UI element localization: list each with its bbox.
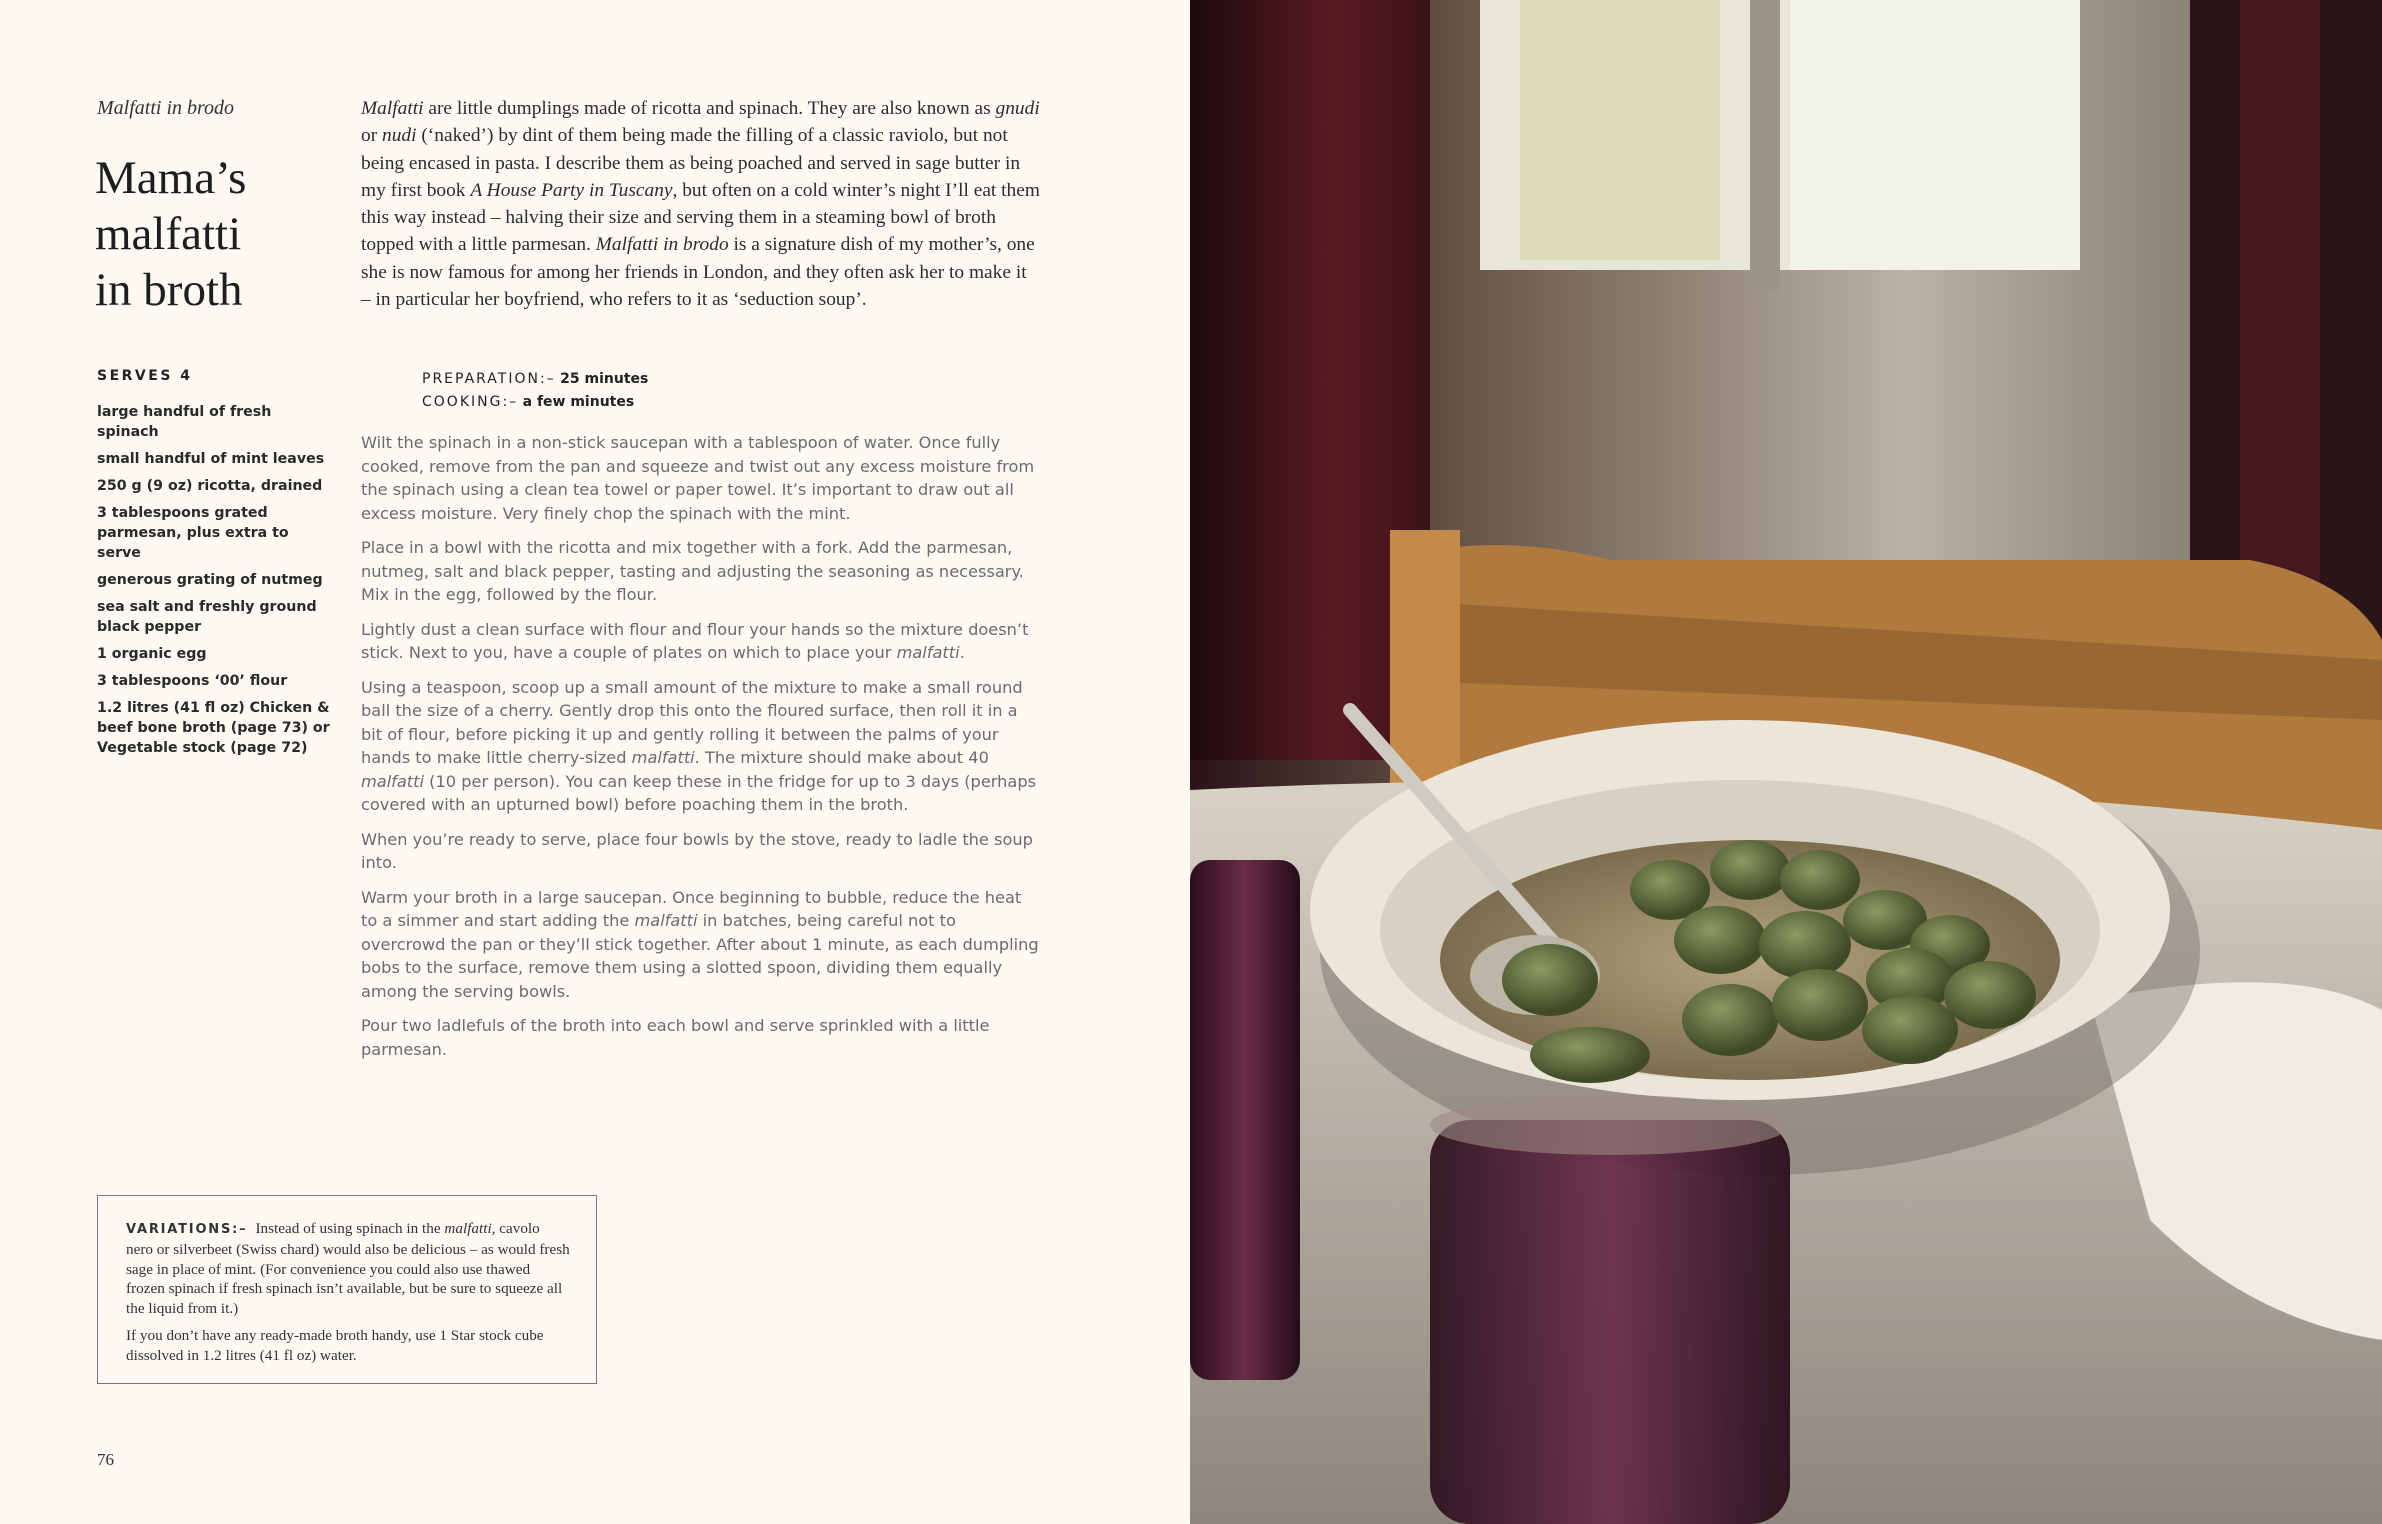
cooking-label: COOKING:– <box>422 394 519 410</box>
ingredient-item: generous grating of nutmeg <box>97 572 323 588</box>
method-step <box>361 1014 1041 1061</box>
text-run: Instead of using spinach in the <box>255 1220 445 1237</box>
variations-paragraph <box>126 1219 570 1319</box>
italic-text: nudi <box>382 125 417 147</box>
recipe-intro <box>361 95 1041 313</box>
ingredient-item: sea salt and freshly ground black pepper <box>97 599 317 635</box>
method-step <box>361 676 1041 817</box>
variations-box <box>97 1195 597 1384</box>
italic-text: malfatti <box>444 1220 492 1237</box>
food-photo-illustration <box>1190 0 2382 1524</box>
method-step <box>361 886 1041 1004</box>
title-line: malfatti <box>95 208 242 260</box>
method-step <box>361 618 1041 665</box>
ingredient-item: small handful of mint leaves <box>97 451 325 467</box>
food-photo <box>1190 0 2382 1524</box>
method-step <box>361 431 1041 525</box>
preparation-time <box>422 368 648 391</box>
variations-paragraph <box>126 1326 570 1366</box>
italic-text: Malfatti in brodo <box>595 234 729 256</box>
text-run: . <box>959 643 965 662</box>
recipe-kicker: Malfatti in brodo <box>97 97 235 119</box>
cooking-time <box>422 391 648 414</box>
italic-text: A House Party in Tuscany <box>470 179 673 201</box>
text-run: Using a teaspoon, scoop up a small amount of the mixture to make a small round ball the size of a cherry. Gently drop this onto the floured surface, then roll it in a bit of flour, before picking it up and gently rolling it between the palms of your hands to make little cherry-sized <box>361 677 1023 767</box>
method-step <box>361 828 1041 875</box>
text-run: Pour two ladlefuls of the broth into each bowl and serve sprinkled with a little parmesan. <box>361 1016 990 1059</box>
text-run: , cavolo nero or silverbeet (Swiss chard) would also be delicious – as would fresh sage in place of mint. (For convenience you could also use thawed frozen spinach if fresh spinach isn’t available, but be sure to squeeze all the liquid from it.) <box>126 1220 570 1318</box>
text-run: (‘naked’) by dint of them being made the filling of a classic raviolo, but not being encased in pasta. I describe them as being poached and served in sage butter in my first book <box>361 125 1021 201</box>
text-run: is a signature dish of my mother’s, one she is now famous for among her friends in London, and they often ask her to make it – in particular her boyfriend, who refers to it as ‘seduction soup’. <box>361 234 1035 311</box>
ingredient-item: 250 g (9 oz) ricotta, drained <box>97 478 323 494</box>
italic-text: malfatti <box>634 911 698 930</box>
preparation-label: PREPARATION:– <box>422 371 556 387</box>
text-run: Wilt the spinach in a non-stick saucepan with a tablespoon of water. Once fully cooked, remove from the pan and squeeze and twist out any excess moisture from the spinach using a clean tea towel or paper towel. It’s important to draw out all excess moisture. Very finely chop the spinach with the mint. <box>361 433 1035 523</box>
text-run: or <box>361 125 383 147</box>
text-run: , but often on a cold winter’s night I’ll eat them this way instead – halving their size and serving them in a steaming bowl of broth topped with a little parmesan. <box>361 179 1040 256</box>
text-run: in batches, being careful not to overcrowd the pan or they’ll stick together. After about 1 minute, as each dumpling bobs to the surface, remove them using a slotted spoon, dividing them equally among the serving bowls. <box>361 911 1039 1001</box>
title-line: in broth <box>95 264 243 316</box>
text-run: (10 per person). You can keep these in the fridge for up to 3 days (perhaps covered with an upturned bowl) before poaching them in the broth. <box>361 771 1037 814</box>
ingredient-item: 1 organic egg <box>97 646 207 662</box>
recipe-title <box>95 150 335 318</box>
ingredient-item: large handful of fresh spinach <box>97 404 272 440</box>
method-steps <box>361 431 1041 1072</box>
cooking-value: a few minutes <box>522 394 635 410</box>
italic-text: malfatti <box>631 748 695 767</box>
preparation-value: 25 minutes <box>560 371 649 387</box>
method-step <box>361 536 1041 607</box>
timing <box>422 368 648 414</box>
variations-label: VARIATIONS:– <box>126 1222 248 1237</box>
serves-label: SERVES 4 <box>97 368 193 384</box>
ingredient-item: 1.2 litres (41 fl oz) Chicken & beef bone broth (page 73) or Vegetable stock (page 72) <box>97 700 330 756</box>
italic-text: malfatti <box>361 771 424 791</box>
text-run: If you don’t have any ready-made broth handy, use 1 Star stock cube dissolved in 1.2 litres (41 fl oz) water. <box>126 1326 544 1364</box>
italic-text: gnudi <box>995 98 1040 119</box>
text-run: . The mixture should make about 40 <box>694 748 989 767</box>
text-run: When you’re ready to serve, place four bowls by the stove, ready to ladle the soup into. <box>361 829 1033 872</box>
text-run: Warm your broth in a large saucepan. Once beginning to bubble, reduce the heat to a simmer and start adding the <box>361 887 1022 930</box>
italic-text: malfatti <box>896 643 960 662</box>
ingredient-item: 3 tablespoons ‘00’ flour <box>97 673 288 689</box>
text-run: Place in a bowl with the ricotta and mix together with a fork. Add the parmesan, nutmeg, salt and black pepper, tasting and adjusting the seasoning as necessary. Mix in the egg, followed by the flour. <box>361 538 1024 604</box>
text-run: Lightly dust a clean surface with flour and flour your hands so the mixture doesn’t stick. Next to you, have a couple of plates on which to place your <box>361 619 1029 662</box>
ingredients-list <box>97 402 337 765</box>
italic-text: Malfatti <box>361 98 424 119</box>
ingredient-item: 3 tablespoons grated parmesan, plus extra to serve <box>97 505 289 561</box>
page-number: 76 <box>97 1450 114 1469</box>
text-run: are little dumplings made of ricotta and spinach. They are also known as <box>423 98 996 119</box>
title-line: Mama’s <box>95 152 247 204</box>
